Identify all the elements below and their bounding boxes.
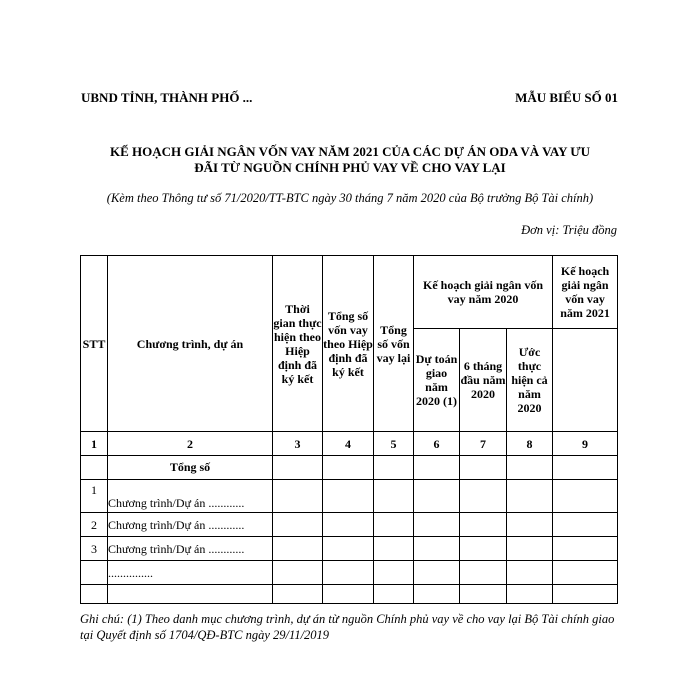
header-plan-2021-empty (553, 329, 618, 432)
table-cell (507, 456, 553, 480)
column-number: 3 (273, 432, 323, 456)
footnote: Ghi chú: (1) Theo danh mục chương trình, dự án từ nguồn Chính phủ vay về cho vay lại Bộ Tài chính giao tại Quyết định số 1704/QĐ-BTC ngày 29/11/2019 (80, 612, 615, 642)
table-cell (460, 585, 507, 604)
column-number: 2 (108, 432, 273, 456)
table-cell (460, 561, 507, 585)
row-name: Chương trình/Dự án ............ (108, 480, 273, 513)
table-cell (460, 513, 507, 537)
header-total-loan: Tổng số vốn vay theo Hiệp định đã ký kết (323, 256, 374, 432)
header-stt: STT (81, 256, 108, 432)
table-cell (374, 561, 414, 585)
table-cell (414, 480, 460, 513)
header-relending: Tổng số vốn vay lại (374, 256, 414, 432)
table-cell (273, 585, 323, 604)
row-name: Chương trình/Dự án ............ (108, 513, 273, 537)
table-cell (374, 480, 414, 513)
column-number: 9 (553, 432, 618, 456)
column-number: 6 (414, 432, 460, 456)
header-plan-2021: Kế hoạch giải ngân vốn vay năm 2021 (553, 256, 618, 329)
header-program: Chương trình, dự án (108, 256, 273, 432)
column-number: 5 (374, 432, 414, 456)
table-cell (414, 537, 460, 561)
header-estimate-2020: Dự toán giao năm 2020 (1) (414, 329, 460, 432)
row-stt (81, 561, 108, 585)
table-cell (323, 561, 374, 585)
row-stt: 1 (81, 480, 108, 513)
row-stt: 3 (81, 537, 108, 561)
unit-label: Đơn vị: Triệu đồng (521, 223, 617, 237)
table-cell (507, 513, 553, 537)
header-duration: Thời gian thực hiện theo Hiệp định đã ký kết (273, 256, 323, 432)
header-six-months-2020: 6 tháng đầu năm 2020 (460, 329, 507, 432)
document-subtitle: (Kèm theo Thông tư số 71/2020/TT-BTC ngày 30 tháng 7 năm 2020 của Bộ trưởng Bộ Tài chính) (106, 191, 594, 205)
table-cell (553, 480, 618, 513)
table-cell (553, 537, 618, 561)
table-cell (507, 537, 553, 561)
table-cell (553, 561, 618, 585)
header-row-1 (81, 256, 618, 329)
header-estimated-full-2020: Ước thực hiện cả năm 2020 (507, 329, 553, 432)
table-cell (414, 585, 460, 604)
row-name: Chương trình/Dự án ............ (108, 537, 273, 561)
document-title (60, 144, 640, 176)
table-cell (414, 561, 460, 585)
table-cell (414, 513, 460, 537)
table-cell (374, 513, 414, 537)
row-stt (81, 456, 108, 480)
table-cell (507, 480, 553, 513)
table-row (81, 513, 618, 537)
table-cell (507, 561, 553, 585)
table-cell (553, 456, 618, 480)
table-cell (460, 537, 507, 561)
table-cell (553, 585, 618, 604)
table-row-total (81, 456, 618, 480)
row-stt: 2 (81, 513, 108, 537)
table-cell (323, 513, 374, 537)
table-cell (460, 480, 507, 513)
table-cell (273, 561, 323, 585)
table-cell (374, 585, 414, 604)
column-number: 1 (81, 432, 108, 456)
table-cell (507, 585, 553, 604)
disbursement-table (80, 255, 618, 604)
table-cell (323, 585, 374, 604)
column-number: 7 (460, 432, 507, 456)
table-row (81, 537, 618, 561)
table-cell (273, 513, 323, 537)
table-cell (374, 456, 414, 480)
table-cell (323, 537, 374, 561)
column-number: 4 (323, 432, 374, 456)
row-name: ............... (108, 561, 273, 585)
table-cell (108, 585, 273, 604)
table-cell (273, 456, 323, 480)
form-number: MẪU BIỂU SỐ 01 (515, 90, 618, 105)
table-row (81, 561, 618, 585)
table-cell (81, 585, 108, 604)
table-cell (273, 480, 323, 513)
table-row (81, 585, 618, 604)
table-cell (273, 537, 323, 561)
table-cell (460, 456, 507, 480)
table-cell (553, 513, 618, 537)
title-line-2: ĐÃI TỪ NGUỒN CHÍNH PHỦ VAY VỀ CHO VAY LẠI (194, 160, 506, 175)
header-plan-2020: Kế hoạch giải ngân vốn vay năm 2020 (414, 256, 553, 329)
table-cell (323, 456, 374, 480)
issuer-header: UBND TỈNH, THÀNH PHỐ ... (81, 90, 253, 105)
table-cell (374, 537, 414, 561)
table-row (81, 480, 618, 513)
row-name-total: Tổng số (108, 456, 273, 480)
column-number-row (81, 432, 618, 456)
title-line-1: KẾ HOẠCH GIẢI NGÂN VỐN VAY NĂM 2021 CỦA CÁC DỰ ÁN ODA VÀ VAY ƯU (110, 144, 590, 159)
table-cell (323, 480, 374, 513)
table-cell (414, 456, 460, 480)
column-number: 8 (507, 432, 553, 456)
